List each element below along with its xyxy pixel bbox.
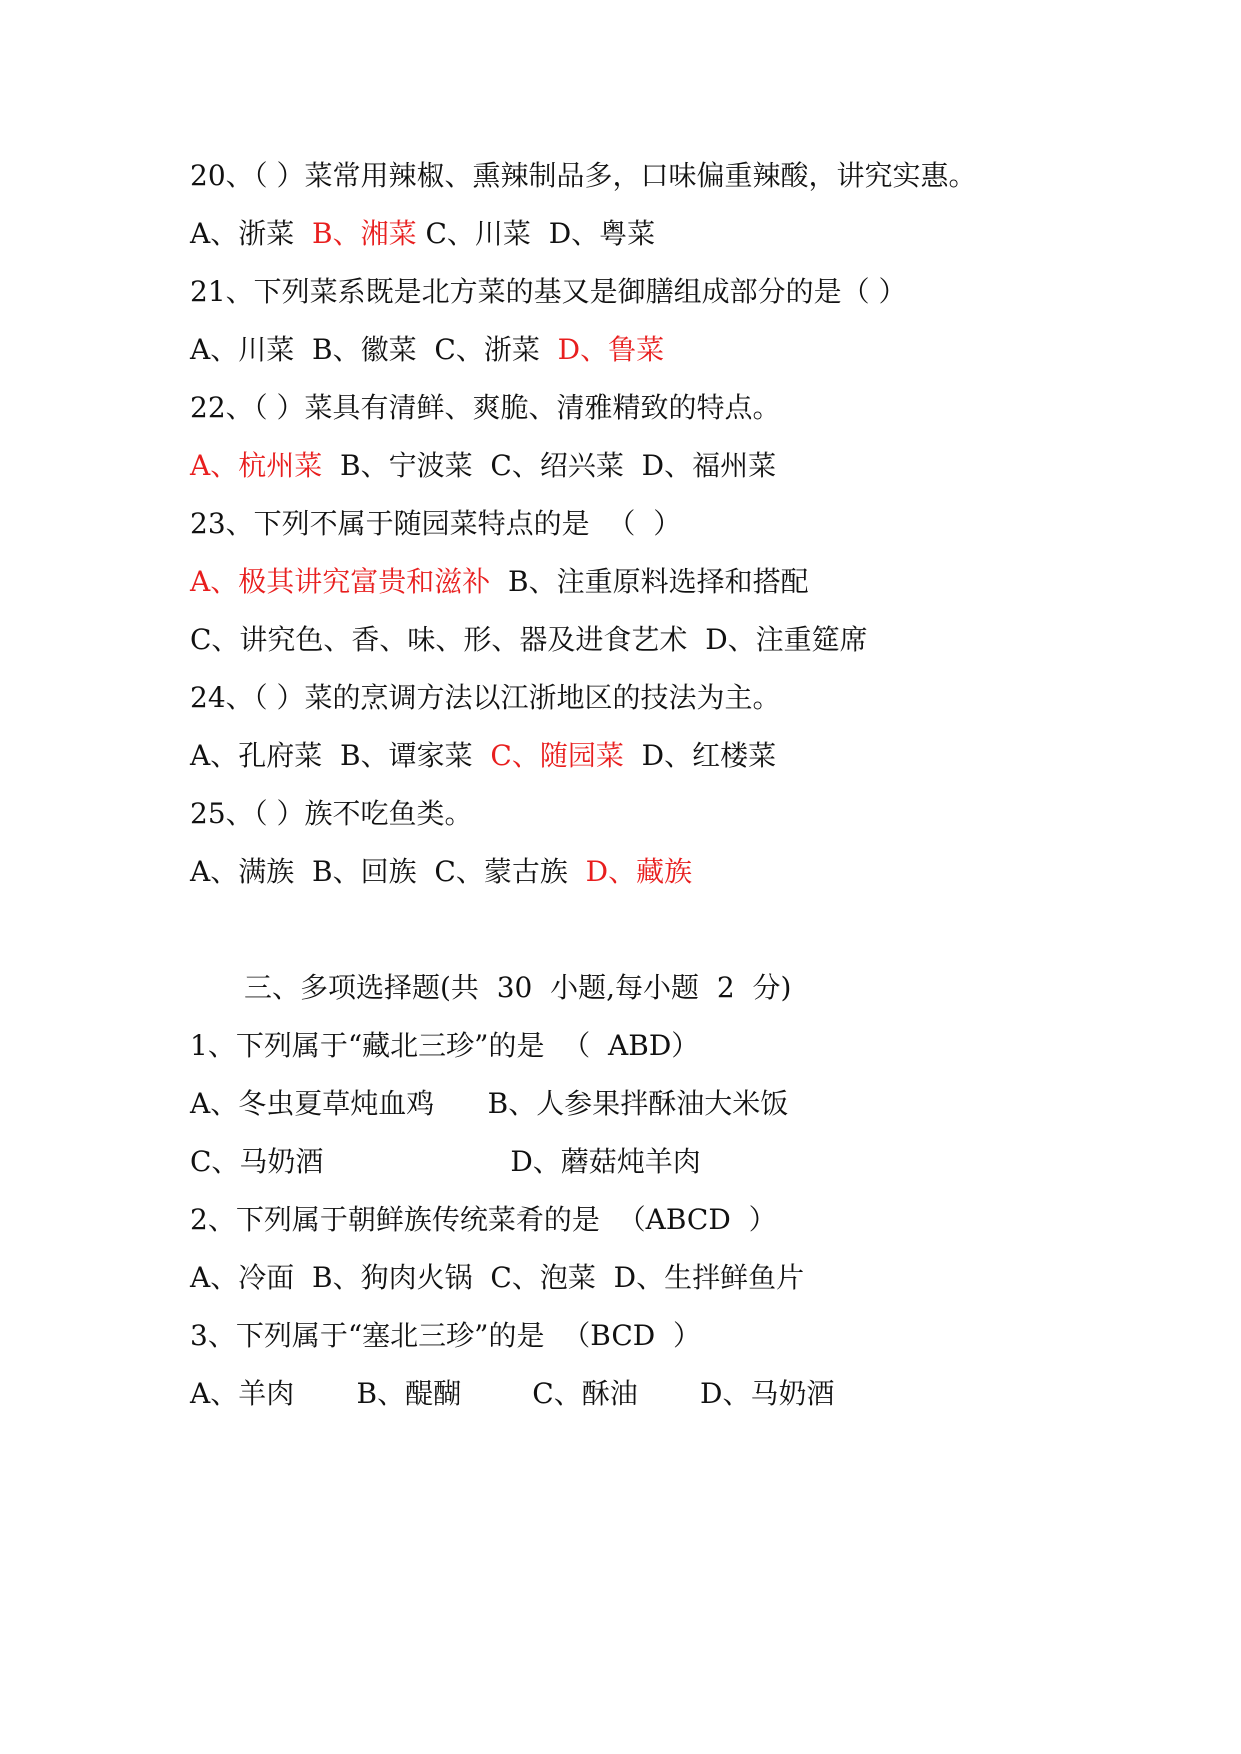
text-segment: 25、（ ）族不吃鱼类。 <box>190 797 473 830</box>
text-segment: A、川菜 B、徽菜 C、浙菜 <box>190 333 558 366</box>
text-segment: 3、下列属于“塞北三珍”的是 （BCD ） <box>190 1319 702 1352</box>
text-segment: C、讲究色、香、味、形、器及进食艺术 D、注重筵席 <box>190 623 868 656</box>
answer-highlight: D、鲁菜 <box>557 333 665 366</box>
options-22 <box>190 448 776 484</box>
text-segment: 23、下列不属于随园菜特点的是 （ ） <box>190 507 682 540</box>
text-segment: B、注重原料选择和搭配 <box>490 565 809 598</box>
text-segment: A、浙菜 <box>190 217 313 250</box>
question-21 <box>190 274 907 310</box>
options-21 <box>190 332 664 368</box>
answer-highlight: C、随园菜 <box>490 739 624 772</box>
mc-question-3 <box>190 1318 701 1354</box>
text-segment: 24、（ ）菜的烹调方法以江浙地区的技法为主。 <box>190 681 781 714</box>
text-segment: A、冷面 B、狗肉火锅 C、泡菜 D、生拌鲜鱼片 <box>190 1261 805 1294</box>
text-segment: C、马奶酒 D、蘑菇炖羊肉 <box>190 1145 701 1178</box>
text-segment: 22、（ ）菜具有清鲜、爽脆、清雅精致的特点。 <box>190 391 781 424</box>
question-23 <box>190 506 681 542</box>
text-segment: D、红楼菜 <box>623 739 777 772</box>
question-22 <box>190 390 781 426</box>
options-20 <box>190 216 655 252</box>
text-segment: 21、下列菜系既是北方菜的基又是御膳组成部分的是（ ） <box>190 275 907 308</box>
options-25 <box>190 854 692 890</box>
mc-options-1-b <box>190 1144 701 1180</box>
text-segment: A、冬虫夏草炖血鸡 B、人参果拌酥油大米饭 <box>190 1087 789 1120</box>
answer-highlight: B、湘菜 <box>312 217 417 250</box>
text-segment: B、宁波菜 C、绍兴菜 D、福州菜 <box>322 449 777 482</box>
mc-options-3 <box>190 1376 834 1412</box>
options-24 <box>190 738 776 774</box>
text-segment: 2、下列属于朝鲜族传统菜肴的是 （ABCD ） <box>190 1203 777 1236</box>
section-heading <box>244 970 791 1006</box>
answer-highlight: A、杭州菜 <box>190 449 323 482</box>
mc-options-2 <box>190 1260 804 1296</box>
options-23-a <box>190 564 809 600</box>
answer-highlight: A、极其讲究富贵和滋补 <box>190 565 491 598</box>
text-segment: C、川菜 D、粤菜 <box>416 217 656 250</box>
text-segment: A、孔府菜 B、谭家菜 <box>190 739 491 772</box>
text-segment: 三、多项选择题(共 30 小题,每小题 2 分) <box>244 971 792 1004</box>
options-23-b <box>190 622 868 658</box>
question-20 <box>190 158 977 194</box>
text-segment: A、满族 B、回族 C、蒙古族 <box>190 855 586 888</box>
question-25 <box>190 796 473 832</box>
question-24 <box>190 680 781 716</box>
text-segment: A、羊肉 B、醍醐 C、酥油 D、马奶酒 <box>190 1377 835 1410</box>
mc-question-1 <box>190 1028 699 1064</box>
mc-options-1-a <box>190 1086 788 1122</box>
mc-question-2 <box>190 1202 777 1238</box>
answer-highlight: D、藏族 <box>585 855 693 888</box>
text-segment: 20、（ ）菜常用辣椒、熏辣制品多，口味偏重辣酸，讲究实惠。 <box>190 159 977 192</box>
text-segment: 1、下列属于“藏北三珍”的是 （ ABD） <box>190 1029 700 1062</box>
